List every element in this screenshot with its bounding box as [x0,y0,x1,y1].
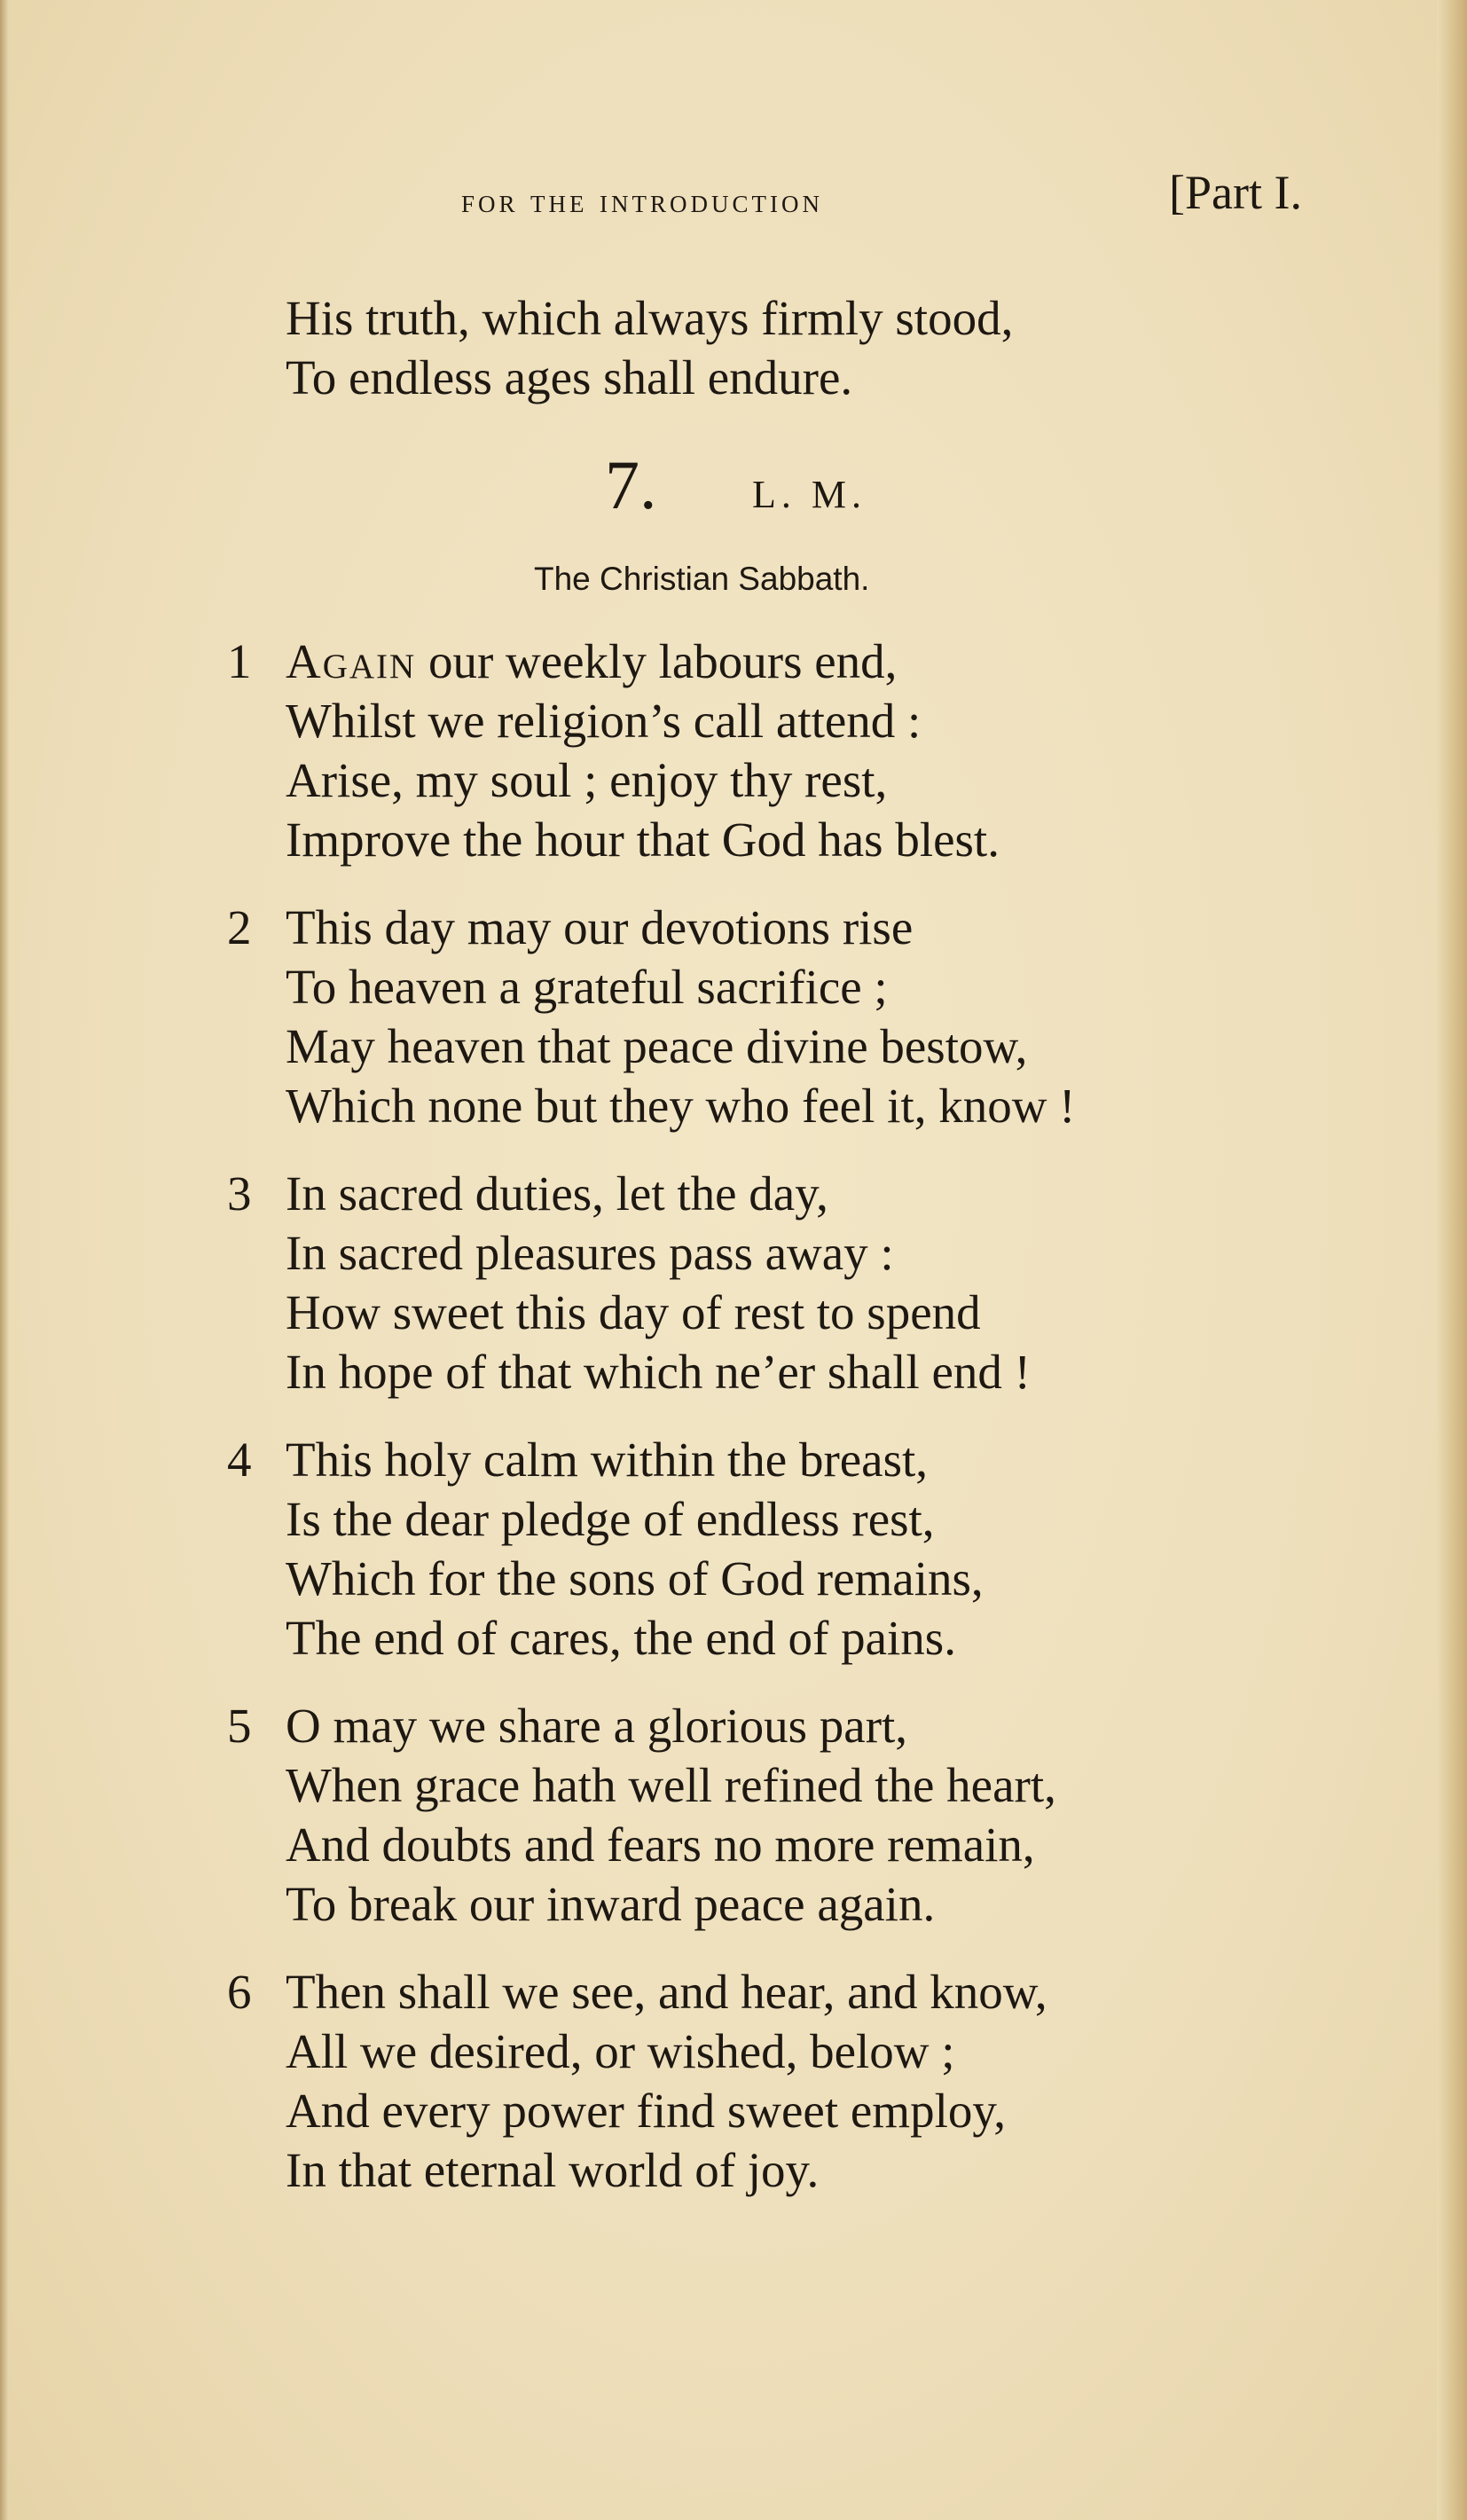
verse-line: Arise, my soul ; enjoy thy rest, [286,753,888,807]
verse-line: How sweet this day of rest to spend [286,1285,981,1339]
verse-line: In sacred pleasures pass away : [286,1226,894,1280]
verse-line: In that eternal world of joy. [286,2143,820,2197]
verse-line: And every power find sweet employ, [286,2084,1007,2138]
verse-line: His truth, which always firmly stood, [286,291,1014,345]
verse-line: Is the dear pledge of endless rest, [286,1492,935,1546]
verse-line: Which for the sons of God remains, [286,1551,984,1605]
verse-line: To break our inward peace again. [286,1877,936,1931]
page-left-edge [0,0,9,2520]
previous-hymn-ending [286,288,1013,407]
running-head: for the introduction [461,183,823,220]
page-right-edge [1437,0,1467,2520]
verse-line: The end of cares, the end of pains. [286,1611,956,1665]
verse-line: O may we share a glorious part, [286,1699,908,1753]
stanza-number: 6 [227,1965,252,2019]
stanza-number: 5 [227,1699,252,1753]
verse-line: This day may our devotions rise [286,900,914,954]
verse-line: Then shall we see, and hear, and know, [286,1965,1047,2019]
verse-line: To heaven a grateful sacrifice ; [286,960,888,1014]
hymn-number: 7. [605,446,657,523]
verse-line: Which none but they who feel it, know ! [286,1079,1076,1133]
stanza-number: 2 [227,900,252,954]
verse-line: Whilst we religion’s call attend : [286,694,922,748]
verse-line: In sacred duties, let the day, [286,1166,828,1221]
verse-line: To endless ages shall endure. [286,350,853,404]
verse-line: When grace hath well refined the heart, [286,1758,1056,1812]
stanza-first-word: Again [286,634,417,688]
hymn-title: The Christian Sabbath. [534,561,870,597]
part-label: [Part I. [1169,166,1302,219]
stanza-number: 4 [227,1433,252,1487]
verse-line: And doubts and fears no more remain, [286,1817,1035,1872]
verse-line: Improve the hour that God has blest. [286,813,1000,867]
verse-line: This holy calm within the breast, [286,1433,929,1487]
stanza-number: 3 [227,1166,252,1221]
verse-line: All we desired, or wished, below ; [286,2024,955,2078]
hymn-meter: L. M. [752,473,867,516]
verse-line: In hope of that which ne’er shall end ! [286,1345,1031,1399]
stanza-number: 1 [227,634,252,688]
verse-line-rest: our weekly labours end, [416,634,898,688]
verse-line [286,632,1000,691]
verse-line: May heaven that peace divine bestow, [286,1019,1028,1073]
